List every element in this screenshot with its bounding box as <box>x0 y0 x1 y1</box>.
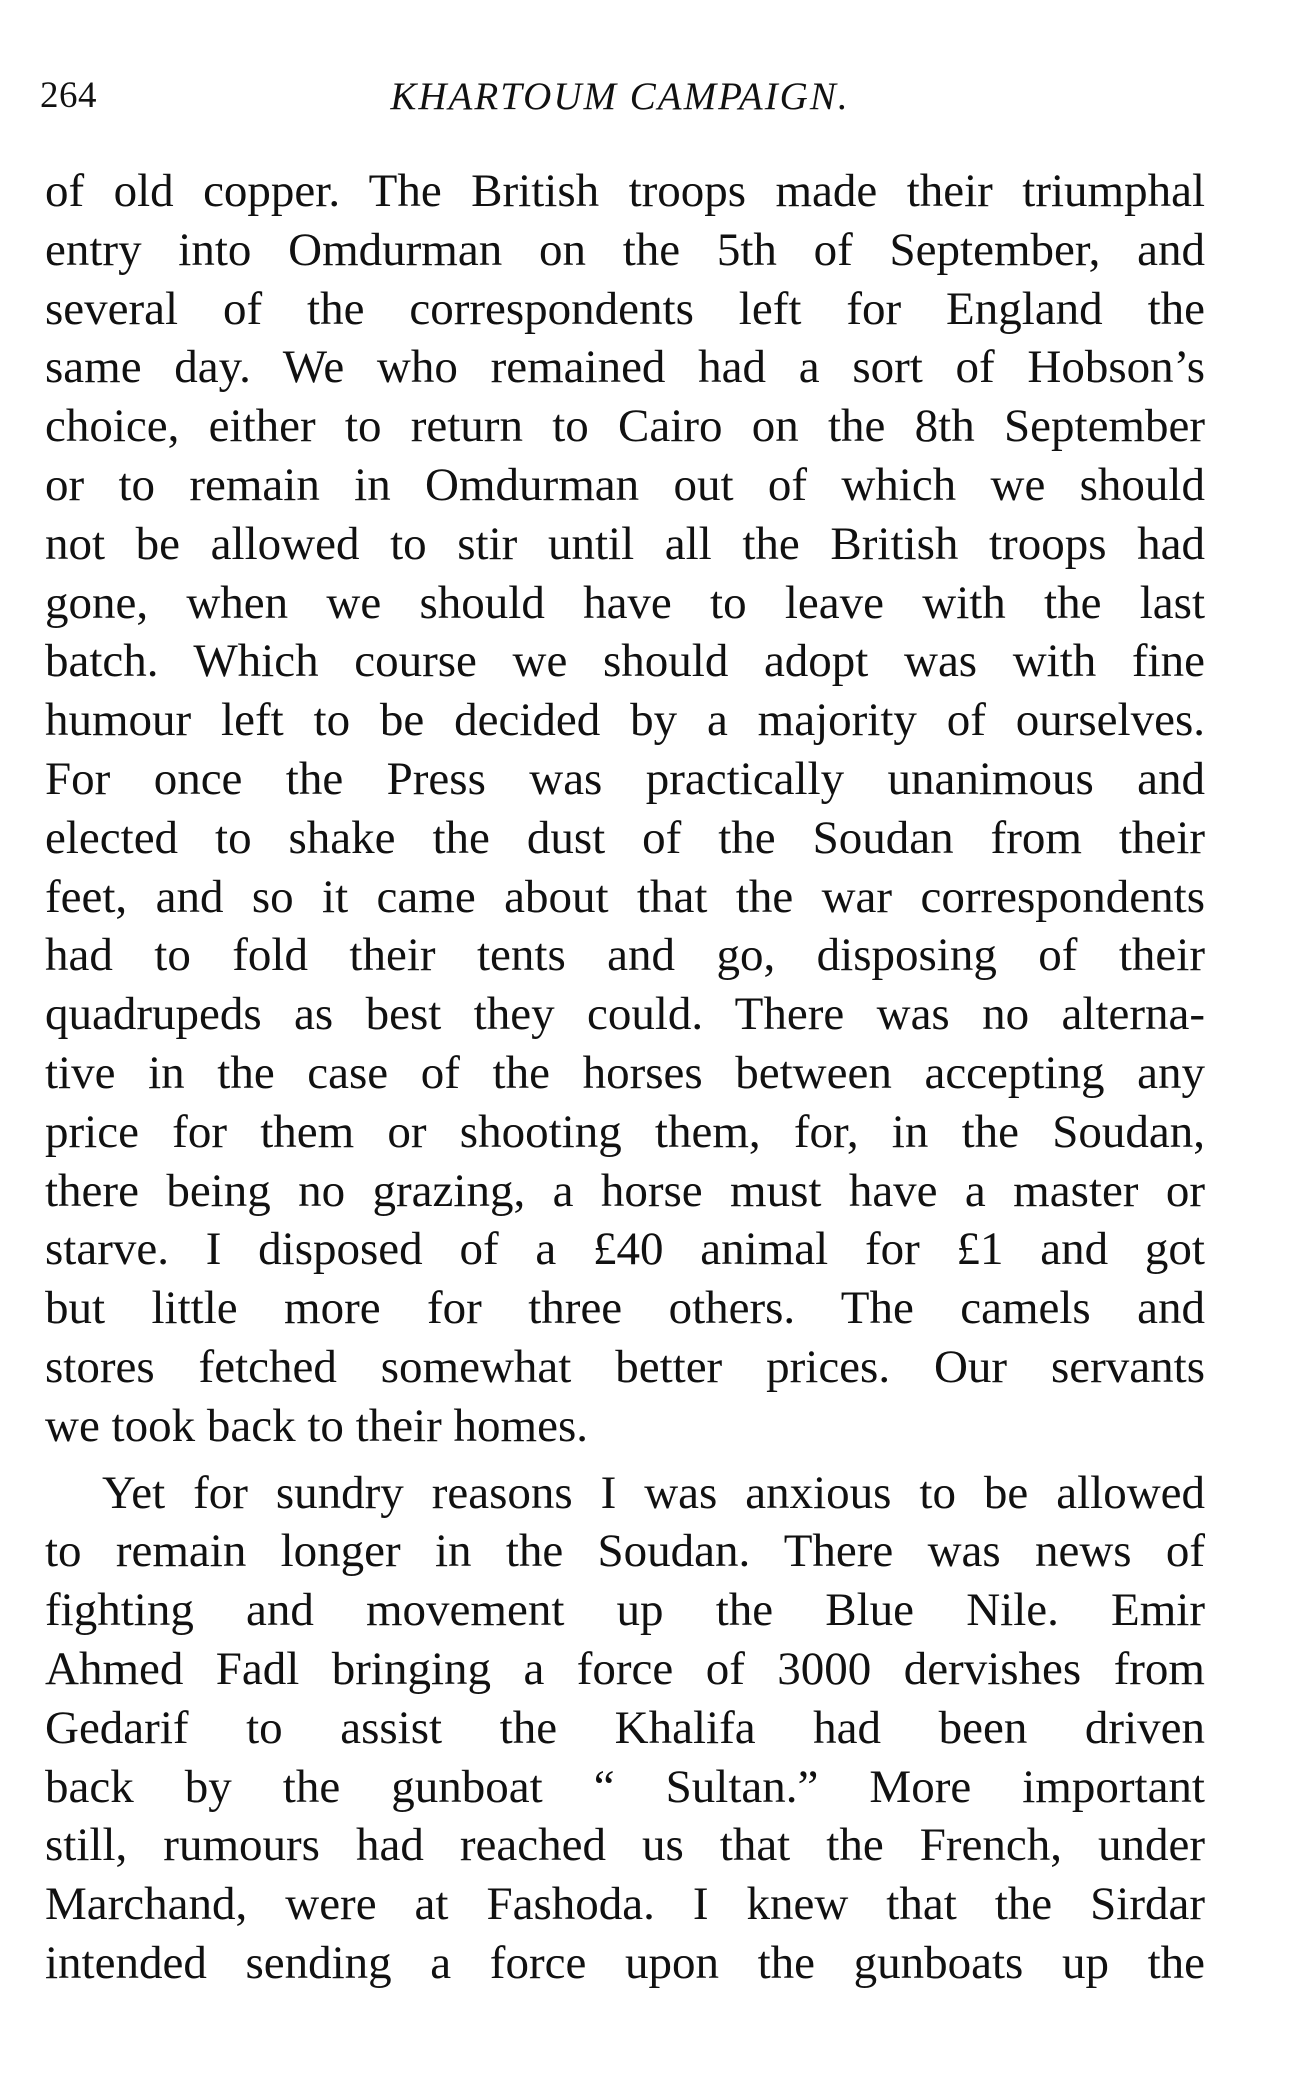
body-text <box>45 162 1205 1993</box>
text-line: fighting and movement up the Blue Nile. Emir <box>45 1584 1205 1637</box>
page-number: 264 <box>40 75 97 116</box>
text-line: stores fetched somewhat better prices. Our servants <box>45 1340 1205 1393</box>
text-line: choice, either to return to Cairo on the 8th September <box>45 400 1205 453</box>
text-line: starve. I disposed of a £40 animal for £1 and got <box>45 1223 1205 1276</box>
running-title: KHARTOUM CAMPAIGN. <box>390 75 850 118</box>
text-line: Ahmed Fadl bringing a force of 3000 dervishes from <box>45 1642 1205 1695</box>
paragraph-gap <box>45 1456 1205 1464</box>
text-line: Marchand, were at Fashoda. I knew that the Sirdar <box>45 1878 1205 1931</box>
text-line: of old copper. The British troops made their triumphal <box>45 165 1205 217</box>
text-line: back by the gunboat “ Sultan.” More important <box>45 1760 1205 1813</box>
text-line: feet, and so it came about that the war correspondents <box>45 870 1205 923</box>
text-line: batch. Which course we should adopt was with fine <box>45 635 1205 688</box>
text-line: to remain longer in the Soudan. There was news of <box>45 1525 1205 1578</box>
text-line: quadrupeds as best they could. There was no alterna- <box>45 988 1205 1041</box>
text-line: we took back to their homes. <box>45 1399 588 1452</box>
paragraph-2 <box>45 1464 1205 1993</box>
text-line: humour left to be decided by a majority of ourselves. <box>45 694 1205 747</box>
text-line: had to fold their tents and go, disposing of their <box>45 929 1205 982</box>
text-line: price for them or shooting them, for, in the Soudan, <box>45 1105 1205 1158</box>
text-line: entry into Omdurman on the 5th of September, and <box>45 223 1205 276</box>
text-line: For once the Press was practically unanimous and <box>45 752 1205 805</box>
text-line: same day. We who remained had a sort of Hobson’s <box>45 341 1205 394</box>
text-line: several of the correspondents left for England the <box>45 282 1205 335</box>
paragraph-1 <box>45 162 1205 1456</box>
text-line: there being no grazing, a horse must have a master or <box>45 1164 1205 1217</box>
text-line: not be allowed to stir until all the British troops had <box>45 517 1205 570</box>
text-line: tive in the case of the horses between accepting any <box>45 1046 1205 1099</box>
text-line: still, rumours had reached us that the French, under <box>45 1819 1205 1872</box>
text-line: Gedarif to assist the Khalifa had been driven <box>45 1701 1205 1754</box>
text-line: but little more for three others. The camels and <box>45 1282 1205 1335</box>
text-line: gone, when we should have to leave with the last <box>45 576 1205 629</box>
text-line: elected to shake the dust of the Soudan from their <box>45 811 1205 864</box>
text-line: or to remain in Omdurman out of which we should <box>45 458 1205 511</box>
text-line: intended sending a force upon the gunboats up the <box>45 1936 1205 1989</box>
running-head <box>40 74 1200 124</box>
text-line: Yet for sundry reasons I was anxious to be allowed <box>102 1466 1205 1519</box>
